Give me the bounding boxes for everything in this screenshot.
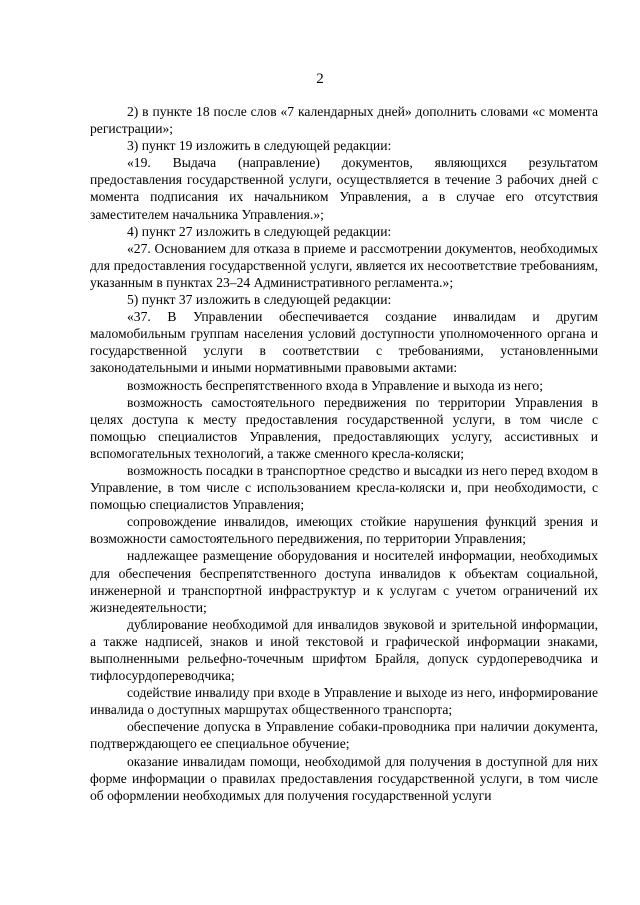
paragraph: содействие инвалиду при входе в Управление и выходе из него, информирование инвалида о доступных маршрутах общественного транспорта; [90, 685, 598, 718]
paragraph: оказание инвалидам помощи, необходимой для получения в доступной для них форме информации о правилах предоставления государственной услуги, в том числе об оформлении необходимых для получения государственной услуги [90, 753, 598, 803]
paragraph: 4) пункт 27 изложить в следующей редакции: [127, 223, 392, 239]
paragraph: надлежащее размещение оборудования и носителей информации, необходимых для обеспечения беспрепятственного доступа инвалидов к объектам социальной, инженерной и транспортной инфраструктур и к услугам с учетом ограничений их жизнедеятельности; [90, 548, 598, 615]
page-number: 2 [316, 71, 324, 87]
paragraph: «27. Основанием для отказа в приеме и рассмотрении документов, необходимых для предоставления государственной услуги, является их несоответствие требованиям, указанным в пунктах 23–24 Административного регламента.»; [90, 240, 598, 290]
paragraph: сопровождение инвалидов, имеющих стойкие нарушения функций зрения и возможности самостоятельного передвижения, по территории Управления; [90, 514, 598, 547]
paragraph: «37. В Управлении обеспечивается создание инвалидам и другим маломобильным группам населения условий доступности уполномоченного органа и государственной услуги в соответствии с требованиями, установленными законодательными и иными нормативными правовыми актами: [90, 309, 598, 376]
paragraph: возможность самостоятельного передвижения по территории Управления в целях доступа к месту предоставления государственной услуги, в том числе с помощью специалистов Управления, предоставляющих услугу, ассистивных и вспомогательных технологий, а также сменного кресла-коляски; [90, 394, 598, 461]
paragraph: дублирование необходимой для инвалидов звуковой и зрительной информации, а также надписей, знаков и иной текстовой и графической информации знаками, выполненными рельефно-точечным шрифтом Брайля, допуск сурдопереводчика и тифлосурдопереводчика; [90, 616, 598, 684]
paragraph: 5) пункт 37 изложить в следующей редакции: [127, 292, 392, 308]
paragraph: возможность беспрепятственного входа в Управление и выхода из него; [127, 377, 544, 393]
paragraph: 2) в пункте 18 после слов «7 календарных дней» дополнить словами «с момента регистрации»; [90, 104, 598, 137]
paragraph: возможность посадки в транспортное средство и высадки из него перед входом в Управление, в том числе с использованием кресла-коляски и, при необходимости, с помощью специалистов Управления; [90, 462, 598, 513]
paragraph: обеспечение допуска в Управление собаки-проводника при наличии документа, подтверждающего ее специальное обучение; [90, 719, 598, 752]
paragraph: 3) пункт 19 изложить в следующей редакции: [127, 138, 392, 154]
document-body [90, 103, 598, 804]
paragraph: «19. Выдача (направление) документов, являющихся результатом предоставления государственной услуги, осуществляется в течение 3 рабочих дней с момента подписания их начальником Управления, а в случае его отсутствия заместителем начальника Управления.»; [90, 155, 598, 222]
